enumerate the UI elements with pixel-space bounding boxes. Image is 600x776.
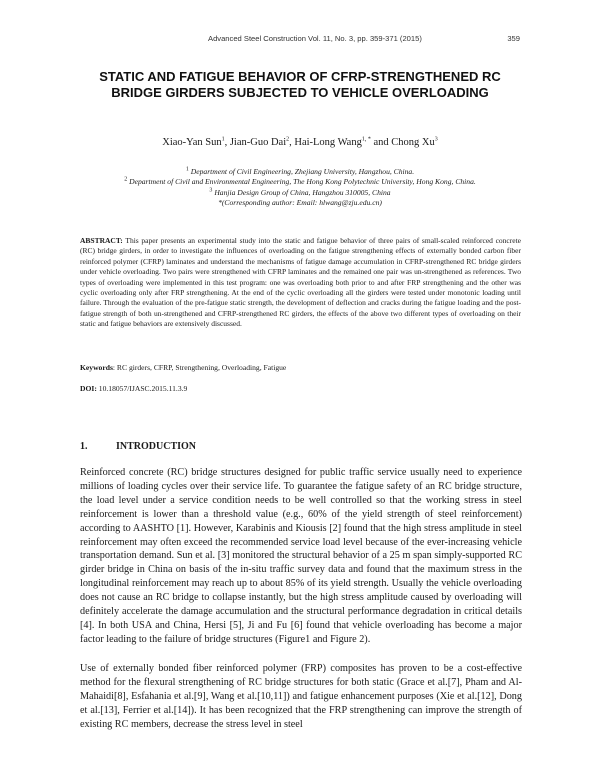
doi-label: DOI: <box>80 384 97 393</box>
author-name: Chong Xu <box>391 137 435 148</box>
section-heading <box>80 441 196 452</box>
keywords-text: : RC girders, CFRP, Strengthening, Overloading, Fatigue <box>112 363 287 372</box>
body-paragraph: Reinforced concrete (RC) bridge structures designed for public traffic service usually need to experience millions of loading cycles over their service life. To guarantee the fatigue safety of an RC bridge structure, the load level under a service condition needs to be well controlled so that the working stress in steel reinforcement is lower than a threshold value (e.g., 60% of the yield strength of steel reinforcement) according to AASHTO [1]. However, Karabinis and Kiousis [2] found that the high stress amplitude in steel reinforcement may often exceed the recommended service load level because of the ever-increasing vehicle transportation demand. Sun et al. [3] monitored the structural behavior of a 25 m span simply-supported RC girder bridge in China on basis of the in-situ traffic survey data and found that the maximum stress in the longitudinal reinforcement may reach up to about 85% of its yield strength. Usually the vehicle overloading does not cause an RC bridge to collapse instantly, but the high stress amplitude caused by overloading will definitely accelerate the damage accumulation and the structural performance degradation in critical details [4]. In both USA and China, Hersi [5], Ji and Fu [6] found that vehicle overloading has become a major factor leading to the failure of bridge structures (Figure1 and Figure 2). <box>80 467 522 645</box>
doi <box>80 384 521 393</box>
affiliation-line <box>60 177 540 187</box>
body-paragraph: Use of externally bonded fiber reinforced polymer (FRP) composites has proven to be a cost-effective method for the flexural strengthening of RC bridge structures for both static (Grace et al.[7], Pham and Al-Mahaidi[8], Esfahania et al.[9], Wang et al.[10,11]) and fatigue enhancement purposes (Xie et al.[12], Dong et al.[13], Ferrier et al.[14]). It has been recognized that the FRP strengthening can improve the strength of existing RC members, decrease the stress level in steel <box>80 663 522 730</box>
keywords <box>80 363 521 372</box>
author-name: Xiao-Yan Sun <box>162 137 222 148</box>
abstract <box>80 236 521 330</box>
page-number: 359 <box>507 34 520 43</box>
affiliation-mark: 2 <box>124 176 128 183</box>
corresponding-author: *(Corresponding author: Email: hlwang@zju.edu.cn) <box>218 198 382 208</box>
author-separator: and <box>370 137 392 148</box>
abstract-text: This paper presents an experimental study into the static and fatigue behavior of three pairs of small-scaled reinforced concrete (RC) bridge girders, in order to investigate the influences of overloading on the fatigue strengthening effects of externally bonded carbon fiber reinforced polymer (CFRP) laminates and understand the mechanisms of fatigue damage accumulation in CFRP-strengthened RC bridge girders under vehicle overloading. Two pairs were strengthened with CFRP laminates and the remained one pair was un-strengthened as references. Two types of overloading were implemented in this test program: one was overloading both prior to and after FRP strengthening and the other was cyclic overloading only after FRP strengthening. At the end of the cyclic overloading all the girders were tested under monotonic loading until failure. Through the evaluation of the pre-fatigue static strength, the development of deflection and cracks during the fatigue loading and the post-fatigue strength of both un-strengthened and CFRP-strengthened RC girders, the effects of the above two different types of overloading on their static and fatigue behaviors are extensively discussed. <box>80 236 521 329</box>
author-separator: , <box>289 137 295 148</box>
author-affil-mark: 2 <box>286 136 290 143</box>
author-name: Hai-Long Wang <box>294 137 362 148</box>
author-list <box>80 137 520 148</box>
author-affil-mark: 1 <box>221 136 225 143</box>
affiliation-mark: 1 <box>185 166 189 173</box>
author-affil-mark: 3 <box>434 136 438 143</box>
section-number: 1. <box>80 441 88 452</box>
keywords-label: Keywords <box>80 363 113 372</box>
affiliation-text: Department of Civil and Environmental Engineering, The Hong Kong Polytechnic University, Hong Kong, China. <box>129 177 476 187</box>
paper-title: STATIC AND FATIGUE BEHAVIOR OF CFRP-STRENGTHENED RC BRIDGE GIRDERS SUBJECTED TO VEHICLE OVERLOADING <box>99 69 501 100</box>
journal-citation: Advanced Steel Construction Vol. 11, No. 3, pp. 359-371 (2015) <box>208 34 422 43</box>
author-name: Jian-Guo Dai <box>229 137 287 148</box>
section-title: INTRODUCTION <box>116 441 197 452</box>
affiliation-text: Department of Civil Engineering, Zhejiang University, Hangzhou, China. <box>190 167 415 176</box>
author-separator: , <box>224 137 230 148</box>
affiliation-text: Hanjia Design Group of China, Hangzhou 310005, China <box>214 187 391 197</box>
affiliations <box>60 167 540 209</box>
affiliation-mark: 3 <box>209 187 213 194</box>
abstract-label: ABSTRACT: <box>80 236 123 245</box>
author-affil-mark: 1, * <box>361 136 371 143</box>
affiliation-line <box>60 167 540 177</box>
doi-value: 10.18057/IJASC.2015.11.3.9 <box>98 384 188 393</box>
affiliation-line <box>60 188 540 198</box>
